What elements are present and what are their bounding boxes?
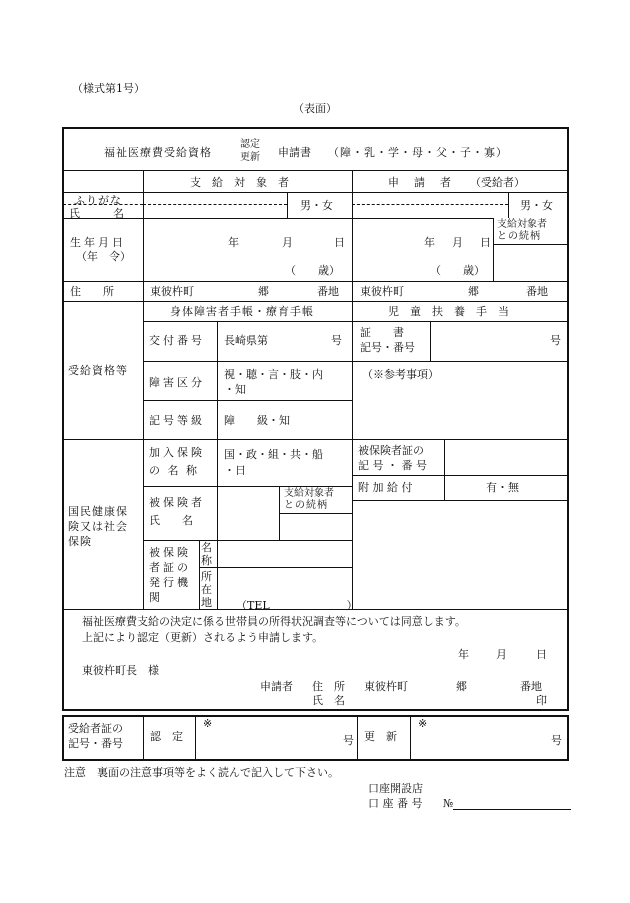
- header-subject: 支 給 対 象 者: [190, 176, 289, 189]
- gender-select-subject[interactable]: 男・女: [300, 199, 333, 212]
- divider: [352, 204, 508, 205]
- nintei-label: 認 定: [150, 730, 183, 743]
- account-number-underline: [453, 797, 571, 810]
- grid-line: [508, 192, 509, 218]
- certificate-label: 証 書: [360, 326, 404, 339]
- grid-line: [143, 301, 144, 609]
- seal-mark: 印: [536, 694, 547, 707]
- town-name: 東彼杵町: [364, 680, 408, 693]
- title-option-koushin[interactable]: 更新: [240, 152, 260, 163]
- divider: [63, 192, 568, 193]
- divider: [352, 500, 568, 501]
- gou-label: 号: [550, 334, 561, 347]
- cert-number-label-2: 記号・番号: [68, 737, 123, 750]
- disability-handbook-header: 身体障害者手帳・療育手帳: [170, 305, 314, 318]
- divider: [63, 609, 568, 610]
- divider: [63, 301, 568, 302]
- tel-field: （TEL ）: [236, 599, 358, 612]
- issuer-addr-label-2: 在: [201, 583, 212, 596]
- insured-card-label: 被保険者証の: [358, 444, 424, 457]
- relation-label-2: との続柄: [284, 500, 328, 511]
- issuer-addr-label-3: 地: [201, 596, 212, 609]
- account-number-field[interactable]: [443, 797, 571, 810]
- age-label: （年 令）: [76, 250, 131, 263]
- header-applicant-sub: （受給者）: [470, 176, 525, 189]
- additional-benefit-options[interactable]: 有・無: [486, 481, 519, 494]
- cert-number-label: 受給者証の: [68, 722, 123, 735]
- year-label: 年: [228, 236, 239, 249]
- insurance-kind-label-2: の 名 称: [149, 464, 199, 477]
- gou-label: 郷: [258, 285, 269, 298]
- insurance-label-2: 険又は社会: [68, 520, 128, 533]
- divider: [143, 361, 568, 362]
- divider: [63, 170, 568, 171]
- issuer-label-4: 関: [149, 591, 160, 604]
- account-number-label: 口 座 番 号: [368, 797, 423, 810]
- address-label: 住 所: [70, 285, 114, 298]
- consent-line-1: 福祉医療費支給の決定に係る世帯員の所得状況調査等については同意します。: [82, 615, 466, 628]
- divider: [493, 244, 568, 245]
- grade-label: 記号等級: [149, 414, 205, 427]
- divider: [143, 540, 352, 541]
- insurance-kind-options-2[interactable]: ・日: [224, 464, 246, 477]
- mark-asterisk: ※: [418, 717, 428, 730]
- issuer-name-label-2: 称: [201, 554, 212, 567]
- relation-label-2: との続柄: [497, 231, 541, 242]
- title-main: 福祉医療費受給資格: [104, 146, 212, 159]
- address-label: 住 所: [312, 680, 345, 693]
- header-applicant: 申 請 者: [388, 176, 453, 189]
- divider: [143, 204, 287, 205]
- banchi-label: 番地: [526, 285, 548, 298]
- insured-name-label: 被保険者: [149, 496, 205, 509]
- form-number: （様式第1号）: [72, 82, 145, 95]
- grid-line: [410, 716, 411, 760]
- year-label: 年: [424, 236, 435, 249]
- child-allowance-header: 児 童 扶 養 手 当: [388, 305, 509, 318]
- grid-line: [143, 170, 144, 302]
- bank-branch-label: 口座開設店: [368, 782, 423, 795]
- issuer-addr-label: 所: [201, 570, 212, 583]
- disability-options-2[interactable]: ・知: [224, 383, 246, 396]
- grid-line: [357, 716, 358, 760]
- grid-line: [217, 321, 218, 439]
- issuer-label-3: 発行機: [149, 576, 191, 589]
- title-option-nintei[interactable]: 認定: [240, 139, 260, 150]
- day-label: 日: [334, 236, 345, 249]
- divider: [63, 281, 568, 282]
- name-label: 氏 名: [69, 207, 124, 220]
- gou-label: 号: [331, 334, 342, 347]
- grid-line: [493, 218, 494, 281]
- grid-line: [352, 170, 353, 609]
- divider: [279, 513, 352, 514]
- banchi-label: 番地: [317, 285, 339, 298]
- insurance-label: 国民健康保: [68, 505, 128, 518]
- divider: [63, 439, 568, 440]
- name-label: 氏 名: [312, 694, 345, 707]
- gou-label: 郷: [456, 680, 467, 693]
- gou-label: 号: [551, 734, 562, 747]
- certificate-label-2: 記号・番号: [360, 341, 415, 354]
- gender-select-applicant[interactable]: 男・女: [520, 199, 553, 212]
- disability-type-label: 障害区分: [149, 376, 205, 389]
- age-field: （ 歳）: [285, 264, 340, 277]
- month-label: 月: [452, 236, 463, 249]
- grid-line: [195, 716, 196, 760]
- footer-note: 注意 裏面の注意事項等をよく読んで記入して下さい。: [64, 766, 339, 779]
- divider: [143, 321, 568, 322]
- month-label: 月: [282, 236, 293, 249]
- divider: [63, 218, 493, 219]
- divider: [143, 486, 352, 487]
- side-label: （表面）: [293, 102, 337, 115]
- addressee: 東彼杵町長 様: [82, 664, 159, 677]
- reference-note: （※参考事項）: [362, 368, 439, 381]
- disability-options[interactable]: 視・聴・言・肢・内: [224, 368, 323, 381]
- koushin-label: 更 新: [364, 730, 397, 743]
- title-suffix: 申請書: [278, 146, 311, 159]
- issuer-label-2: 者証の: [149, 561, 191, 574]
- eligibility-label: 受給資格等: [68, 364, 128, 377]
- month-label: 月: [496, 648, 507, 661]
- day-label: 日: [480, 236, 491, 249]
- gou-label: 郷: [468, 285, 479, 298]
- mark-asterisk: ※: [203, 717, 213, 730]
- grid-line: [430, 321, 431, 361]
- age-field: （ 歳）: [430, 264, 485, 277]
- applicant-label: 申請者: [260, 680, 293, 693]
- insured-name-label-2: 氏 名: [149, 514, 193, 527]
- year-label: 年: [458, 648, 469, 661]
- additional-benefit-label: 附 加 給 付: [358, 481, 413, 494]
- insurance-label-3: 保険: [68, 535, 92, 548]
- birthdate-label: 生年月日: [70, 236, 126, 249]
- divider: [63, 204, 143, 205]
- town-name: 東彼杵町: [360, 285, 404, 298]
- issue-number-label: 交付番号: [149, 334, 205, 347]
- town-name: 東彼杵町: [150, 285, 194, 298]
- consent-line-2: 上記により認定（更新）されるよう申請します。: [82, 631, 324, 644]
- furigana-label: ふりがな: [74, 194, 122, 207]
- issuer-name-label: 名: [201, 541, 212, 554]
- gou-label: 号: [343, 734, 354, 747]
- divider: [199, 567, 352, 568]
- title-categories[interactable]: （障・乳・学・母・父・子・寡）: [328, 146, 508, 159]
- grid-line: [199, 540, 200, 609]
- day-label: 日: [536, 648, 547, 661]
- relation-label: 支給対象者: [497, 219, 547, 230]
- grid-line: [444, 439, 445, 500]
- divider: [352, 475, 568, 476]
- divider: [143, 400, 352, 401]
- grid-line: [143, 716, 144, 760]
- prefecture-label: 長崎県第: [224, 334, 268, 347]
- grade-value: 障 級・知: [224, 414, 290, 427]
- grid-line: [287, 192, 288, 218]
- banchi-label: 番地: [520, 680, 542, 693]
- insured-card-label-2: 記 号 ・ 番 号: [358, 459, 427, 472]
- insurance-kind-label: 加入保険: [149, 446, 205, 459]
- certificate-number-frame: [62, 715, 569, 761]
- grid-line: [217, 439, 218, 609]
- relation-label: 支給対象者: [284, 488, 334, 499]
- issuer-label: 被保険: [149, 546, 191, 559]
- insurance-kind-options[interactable]: 国・政・組・共・船: [224, 448, 323, 461]
- account-number-prefix: №: [443, 797, 454, 810]
